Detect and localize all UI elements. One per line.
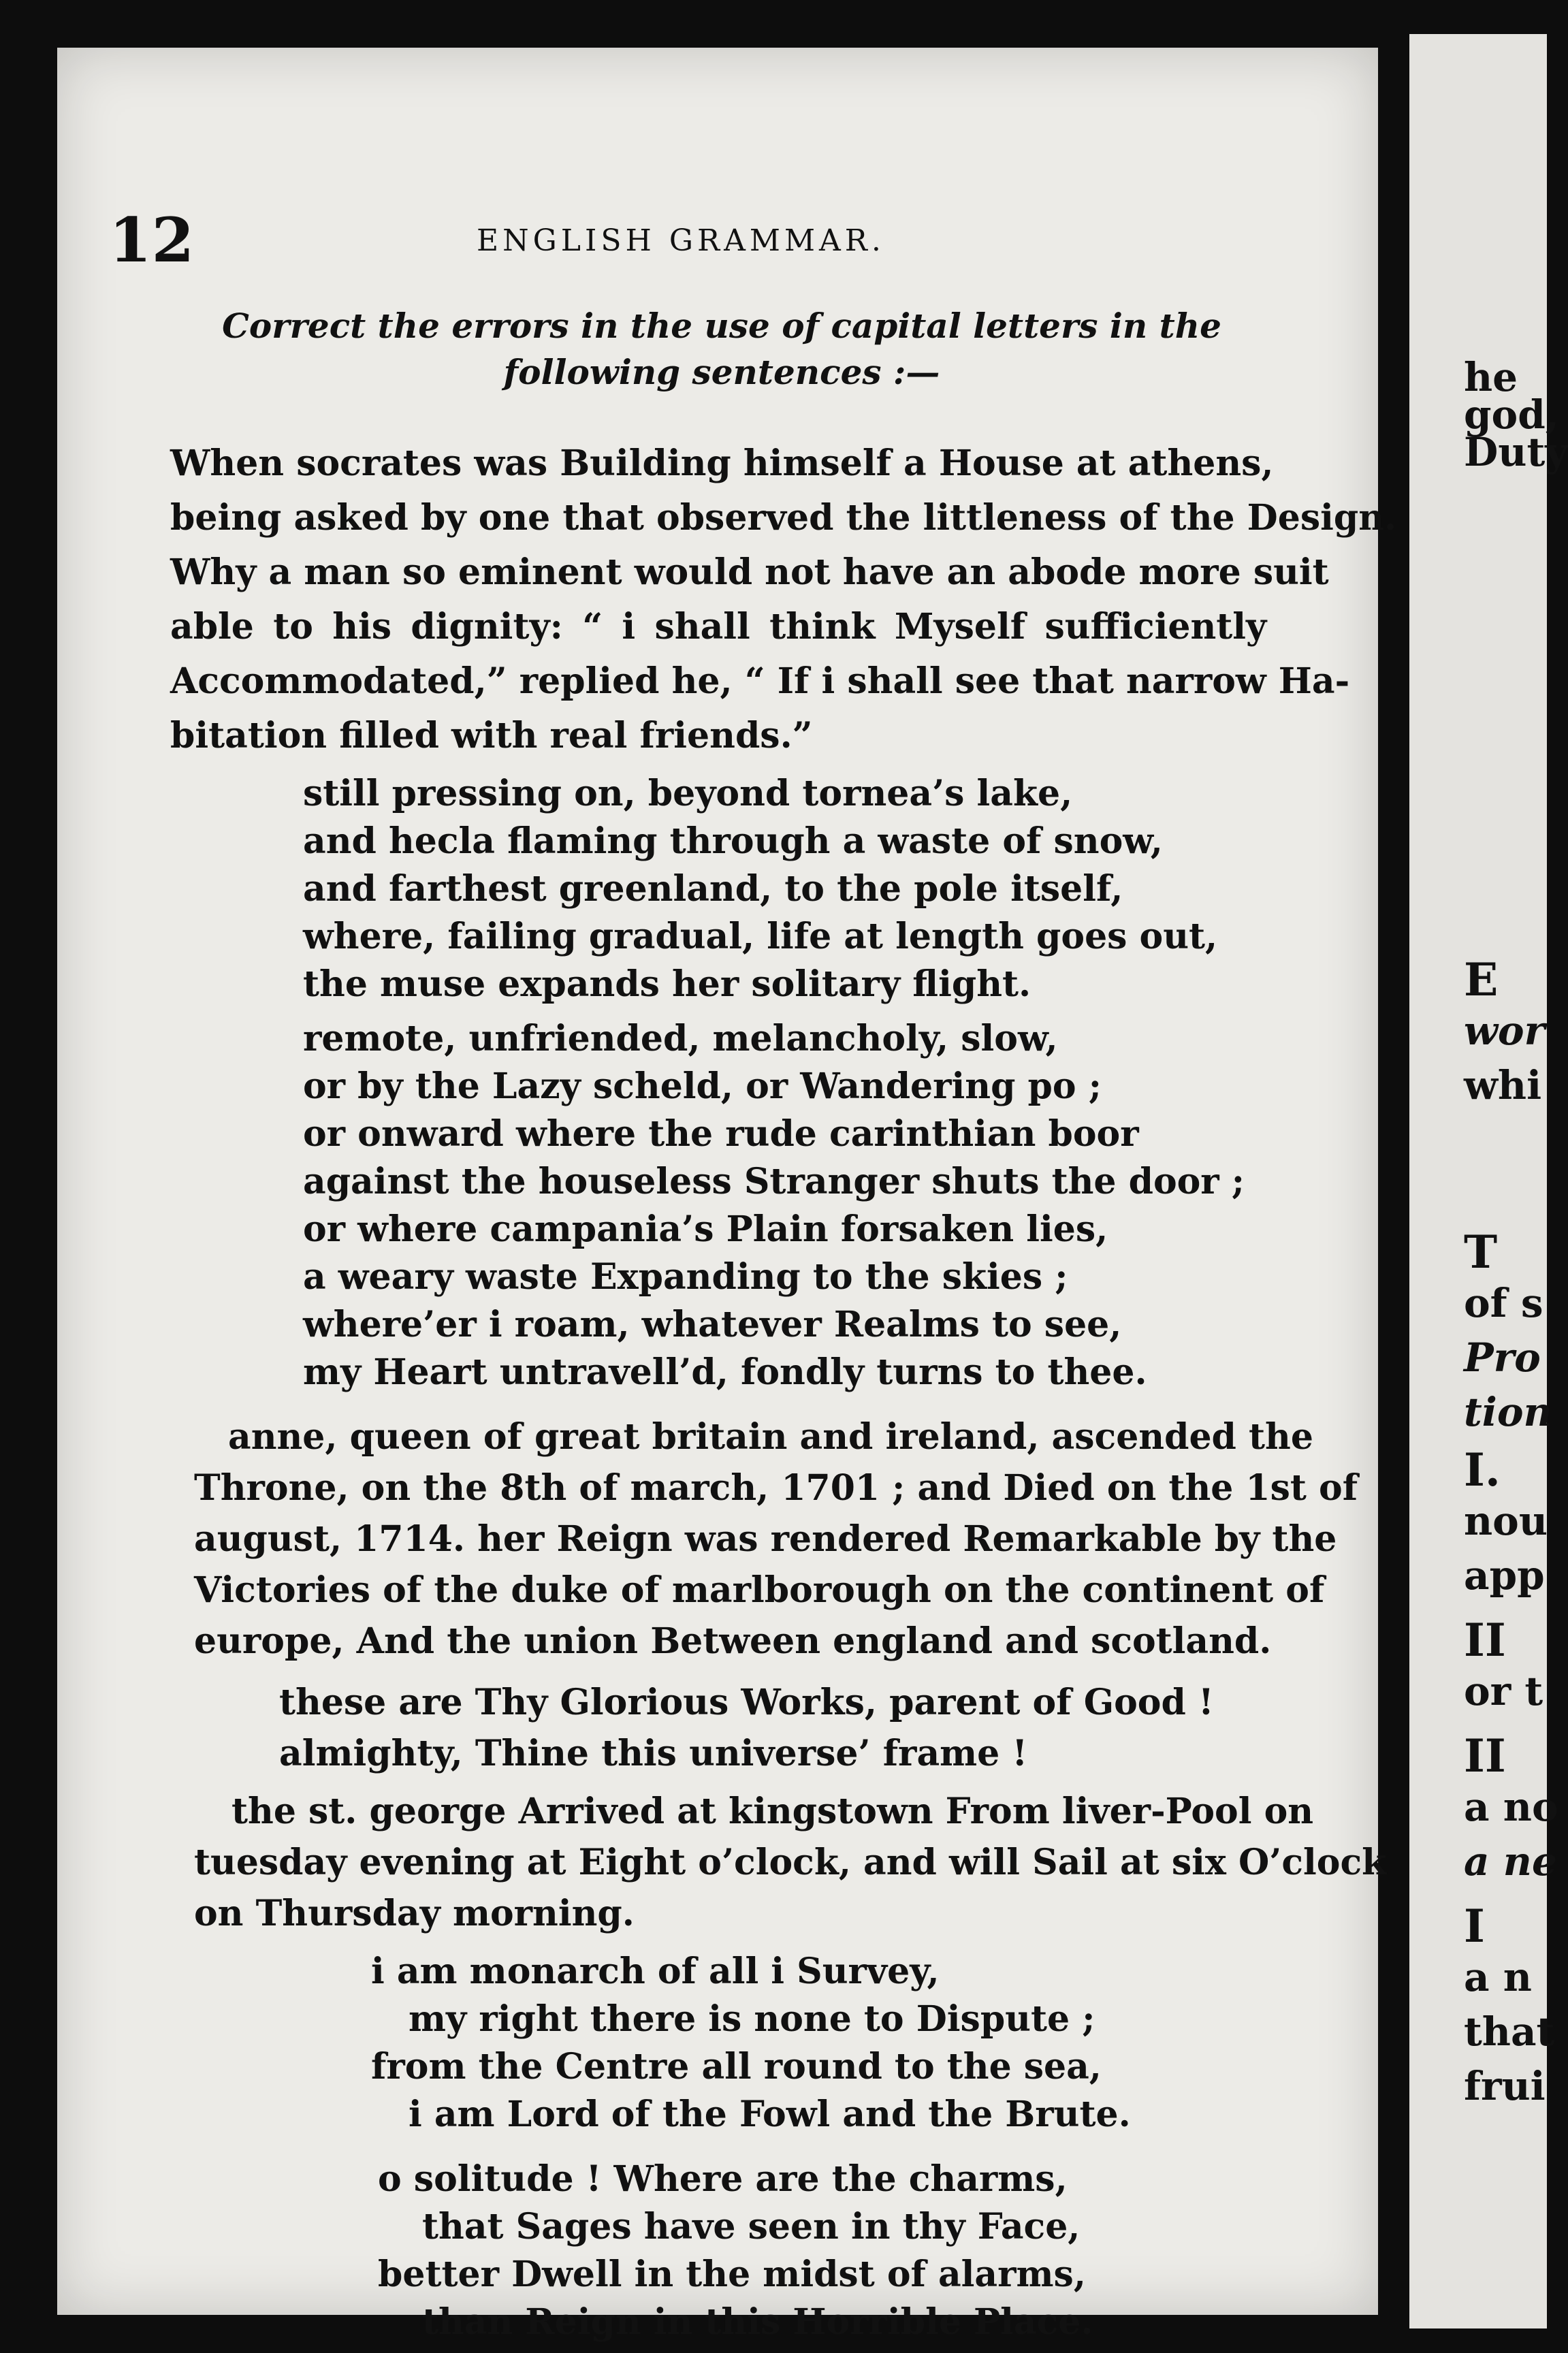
text-line: where’er i roam, whatever Realms to see,	[303, 1304, 1122, 1345]
text-line: i am monarch of all i Survey,	[371, 1951, 940, 1992]
text-line: Throne, on the 8th of march, 1701 ; and Died on the 1st of	[194, 1467, 1358, 1509]
adjacent-page-fragment: II	[1464, 1729, 1506, 1782]
text-line: a weary waste Expanding to the skies ;	[303, 1256, 1068, 1298]
text-line: anne, queen of great britain and ireland, ascended the	[228, 1416, 1313, 1458]
text-line: able to his dignity: “ i shall think Myself sufficiently	[170, 606, 1267, 647]
adjacent-page-fragment: I	[1464, 1900, 1485, 1953]
adjacent-page-fragment: I.	[1464, 1443, 1501, 1496]
text-line: remote, unfriended, melancholy, slow,	[303, 1018, 1058, 1059]
adjacent-page-fragment: a no	[1464, 1784, 1558, 1830]
text-line: When socrates was Building himself a House at athens,	[170, 443, 1274, 484]
adjacent-page-fragment: nou	[1464, 1498, 1548, 1544]
text-line: the muse expands her solitary flight.	[303, 963, 1031, 1005]
adjacent-page-fragment: tion	[1464, 1389, 1552, 1435]
adjacent-page-fragment: wor	[1464, 1008, 1546, 1054]
text-line: better Dwell in the midst of alarms,	[378, 2254, 1086, 2295]
text-line: from the Centre all round to the sea,	[371, 2046, 1102, 2087]
running-head: ENGLISH GRAMMAR.	[477, 223, 885, 258]
text-line: and hecla flaming through a waste of snow,	[303, 820, 1163, 862]
text-line: or onward where the rude carinthian boor	[303, 1113, 1139, 1155]
text-line: Why a man so eminent would not have an abode more suit	[170, 551, 1329, 593]
text-line: against the houseless Stranger shuts the door ;	[303, 1161, 1245, 1202]
text-line: almighty, Thine this universe’ frame !	[279, 1733, 1028, 1774]
text-line: my Heart untravell’d, fondly turns to thee.	[303, 1351, 1147, 1393]
page-number: 12	[109, 204, 195, 276]
text-line: Accommodated,” replied he, “ If i shall see that narrow Ha-	[170, 660, 1350, 702]
text-line: my right there is none to Dispute ;	[409, 1998, 1095, 2040]
adjacent-page-fragment: frui	[1464, 2063, 1546, 2109]
adjacent-page-edge	[1409, 34, 1568, 2328]
adjacent-page-fragment: of s	[1464, 1280, 1543, 1326]
adjacent-page-fragment: a n	[1464, 1954, 1532, 2000]
adjacent-page-fragment: II	[1464, 1614, 1506, 1667]
adjacent-page-fragment: whi	[1464, 1062, 1542, 1108]
text-line: i am Lord of the Fowl and the Brute.	[409, 2094, 1131, 2135]
text-line: that Sages have seen in thy Face,	[422, 2206, 1081, 2247]
text-line: tuesday evening at Eight o’clock, and will Sail at six O’clock	[194, 1842, 1387, 1883]
text-line: o solitude ! Where are the charms,	[378, 2158, 1068, 2200]
text-line: august, 1714. her Reign was rendered Remarkable by the	[194, 1518, 1337, 1560]
text-line: or by the Lazy scheld, or Wandering po ;	[303, 1066, 1102, 1107]
text-line: bitation filled with real friends.”	[170, 715, 813, 756]
text-line: or where campania’s Plain forsaken lies,	[303, 1208, 1108, 1250]
adjacent-page-fragment: a ne	[1464, 1838, 1557, 1885]
adjacent-page-fragment: T	[1464, 1226, 1498, 1279]
text-line: still pressing on, beyond tornea’s lake,	[303, 773, 1073, 814]
adjacent-page-fragment: he	[1464, 354, 1518, 400]
text-line: europe, And the union Between england and scotland.	[194, 1620, 1272, 1662]
adjacent-page-fragment: E	[1464, 953, 1499, 1006]
text-line: where, failing gradual, life at length goes out,	[303, 916, 1218, 957]
text-line: being asked by one that observed the littleness of the Design.	[170, 497, 1397, 539]
text-line: these are Thy Glorious Works, parent of Good !	[279, 1682, 1214, 1723]
exercise-instruction: Correct the errors in the use of capital letters in the following sentences :—	[222, 306, 1221, 392]
text-line: the st. george Arrived at kingstown From liver-Pool on	[231, 1791, 1314, 1832]
text-line: than Reign in this Horrible Place.	[422, 2301, 1093, 2343]
page-header	[109, 204, 1266, 286]
text-line: Victories of the duke of marlborough on the continent of	[194, 1569, 1325, 1611]
adjacent-page-fragment: Pro	[1464, 1334, 1541, 1381]
text-line: on Thursday morning.	[194, 1893, 635, 1934]
adjacent-page-fragment: god,	[1464, 391, 1559, 438]
adjacent-page-fragment: that	[1464, 2008, 1555, 2055]
text-line: and farthest greenland, to the pole itself,	[303, 868, 1123, 910]
adjacent-page-fragment: or t	[1464, 1668, 1543, 1714]
adjacent-page-fragment: Duty	[1464, 429, 1568, 475]
adjacent-page-fragment: app	[1464, 1552, 1545, 1599]
